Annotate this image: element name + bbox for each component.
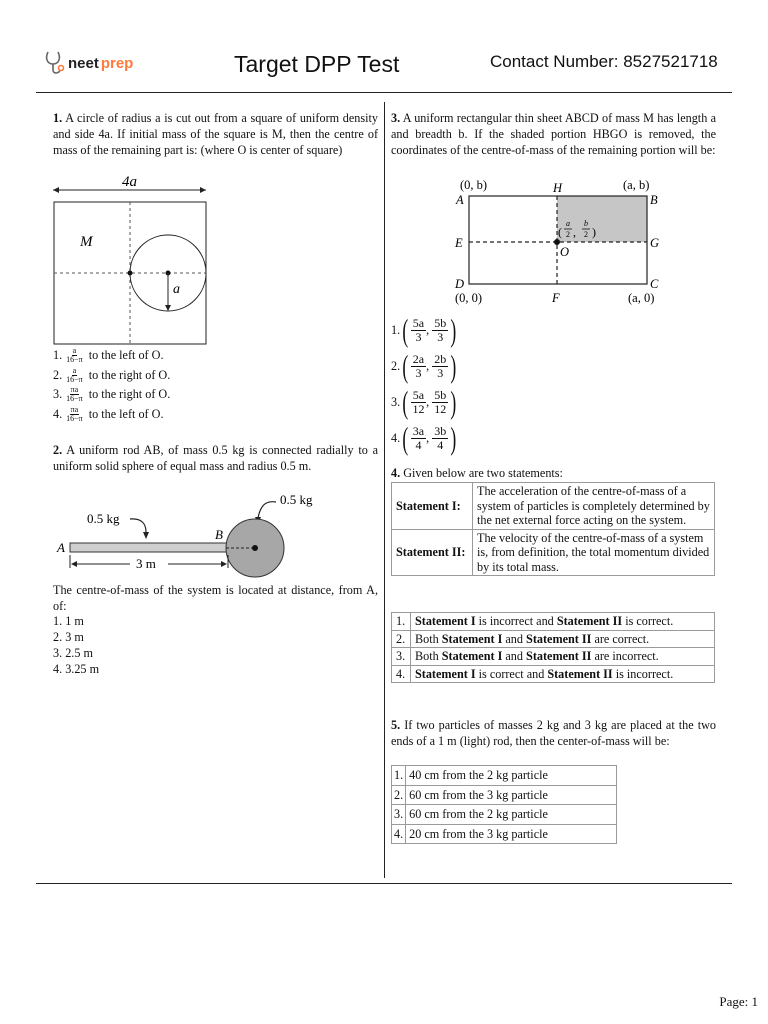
svg-text:): ) [592, 225, 596, 239]
q1-text [53, 110, 378, 158]
q2-figure [50, 488, 330, 578]
q4-options-table [391, 612, 715, 683]
logo-neet-text: neet [68, 54, 99, 72]
footer-divider [36, 883, 732, 884]
q4-option-2[interactable]: 2. Both Statement I and Statement II are correct. [392, 630, 715, 648]
svg-text:D: D [455, 277, 465, 291]
q1-option-3[interactable]: 3. $\frac{\pi a}{16-\pi}$ to the right of O. [53, 385, 171, 404]
q5-body: If two particles of masses 2 kg and 3 kg are placed at the two ends of a 1 m (light) rod, then the center-of-mass will be: [391, 718, 716, 748]
svg-text:C: C [650, 277, 659, 291]
q3-body: A uniform rectangular thin sheet ABCD of mass M has length a and breadth b. If the shaded portion HBGO is removed, the coordinates of the centre-of-mass of the remaining portion will be: [391, 111, 717, 157]
q5-option-1[interactable]: 1. 40 cm from the 2 kg particle [392, 766, 617, 786]
q2-body: A uniform rod AB, of mass 0.5 kg is connected radially to a uniform solid sphere of equal mass and radius 0.5 m. [53, 443, 378, 473]
svg-text:,: , [573, 225, 576, 239]
q3-figure [450, 174, 675, 309]
q2-number: 2. [53, 443, 63, 457]
q4-statement-2: Statement II: The velocity of the centre-of-mass of a system is, from definition, the total momentum divided by its total mass. [392, 529, 715, 576]
q3-number: 3. [391, 111, 401, 125]
q5-option-3[interactable]: 3. 60 cm from the 2 kg particle [392, 805, 617, 825]
q3-option-3[interactable]: 3. ( 5a 12 , 5b 12 ) [391, 384, 457, 420]
q3-shaded-region [557, 196, 647, 242]
svg-text:E: E [455, 236, 463, 250]
q4-option-1[interactable]: 1. Statement I is incorrect and Statement II is correct. [392, 613, 715, 631]
q1-body: A circle of radius a is cut out from a square of uniform density and side 4a. If initial mass of the square is M, then the centre of mass of the remaining part is: (where O is center of square) [53, 111, 379, 157]
neetprep-logo [44, 50, 133, 76]
q3-option-2[interactable]: 2. ( 2a 3 , 2b 3 ) [391, 348, 457, 384]
svg-text:G: G [650, 236, 660, 250]
q2-option-1[interactable]: 1. 1 m [53, 614, 84, 628]
svg-text:B: B [650, 193, 658, 207]
stethoscope-icon [44, 50, 66, 76]
svg-text:(: ( [558, 225, 562, 239]
q2-text [53, 442, 378, 474]
q2-option-3[interactable]: 3. 2.5 m [53, 646, 93, 660]
q1-side-label: 4a [122, 174, 137, 190]
q1-option-2[interactable]: 2. $\frac{a}{16-\pi}$ to the right of O. [53, 365, 171, 384]
q2-option-2[interactable]: 2. 3 m [53, 630, 84, 644]
logo-prep-text: prep [100, 54, 134, 72]
q1-number: 1. [53, 111, 63, 125]
q1-radius-label: a [173, 282, 180, 297]
q2-point-a: A [57, 540, 65, 555]
q3-option-4[interactable]: 4. ( 3a 4 , 3b 4 ) [391, 420, 457, 456]
q3-coord-ab: (a, b) [623, 178, 650, 192]
svg-text:a: a [566, 219, 570, 228]
header-divider [36, 92, 732, 93]
q1-option-4[interactable]: 4. $\frac{\pi a}{16-\pi}$ to the left of O. [53, 404, 164, 423]
q2-option-4[interactable]: 4. 3.25 m [53, 662, 100, 676]
q5-option-4[interactable]: 4. 20 cm from the 3 kg particle [392, 824, 617, 844]
q1-mass-label: M [80, 234, 93, 250]
contact-number: Contact Number: 8527521718 [490, 52, 718, 71]
q3-text [391, 110, 716, 158]
q4-statements-table [391, 482, 715, 576]
q5-option-2[interactable]: 2. 60 cm from the 3 kg particle [392, 785, 617, 805]
q2-question: The centre-of-mass of the system is located at distance, from A, of: [53, 583, 378, 613]
svg-text:2: 2 [566, 230, 570, 239]
q4-intro: 4. Given below are two statements: [391, 466, 563, 480]
q1-option-1[interactable]: 1. $\frac{a}{16-\pi}$ to the left of O. [53, 346, 164, 365]
q3-coord-0b: (0, b) [460, 178, 488, 192]
q3-option-1[interactable]: 1. ( 5a 3 , 5b 3 ) [391, 312, 457, 348]
svg-text:F: F [552, 291, 560, 305]
q3-coord-a0: (a, 0) [628, 291, 655, 305]
q2-options [53, 613, 99, 677]
page-title: Target DPP Test [234, 51, 400, 77]
svg-text:A: A [456, 193, 464, 207]
q5-options-table [391, 765, 617, 844]
q1-figure [50, 170, 210, 350]
q1-options [53, 346, 373, 424]
q4-option-3[interactable]: 3. Both Statement I and Statement II are incorrect. [392, 648, 715, 666]
svg-text:H: H [553, 181, 563, 195]
q2-point-b: B [215, 527, 223, 542]
column-divider [384, 102, 385, 878]
q4-option-4[interactable]: 4. Statement I is correct and Statement II is incorrect. [392, 665, 715, 683]
q2-rod [70, 543, 230, 552]
svg-text:b: b [584, 219, 588, 228]
q3-coord-00: (0, 0) [455, 291, 483, 305]
svg-text:2: 2 [584, 230, 588, 239]
svg-text:O: O [560, 245, 570, 259]
q2-length-label: 3 m [136, 556, 156, 571]
q2-rod-mass-label: 0.5 kg [87, 511, 120, 526]
q5-number: 5. [391, 718, 401, 732]
page-number: Page: 1 [719, 994, 758, 1009]
q2-sphere-mass-label: 0.5 kg [280, 492, 313, 507]
q3-options [391, 312, 459, 456]
q5-text [391, 717, 716, 749]
q4-statement-1: Statement I: The acceleration of the centre-of-mass of a system of particles is completely determined by the net external force acting on the system. [392, 483, 715, 530]
